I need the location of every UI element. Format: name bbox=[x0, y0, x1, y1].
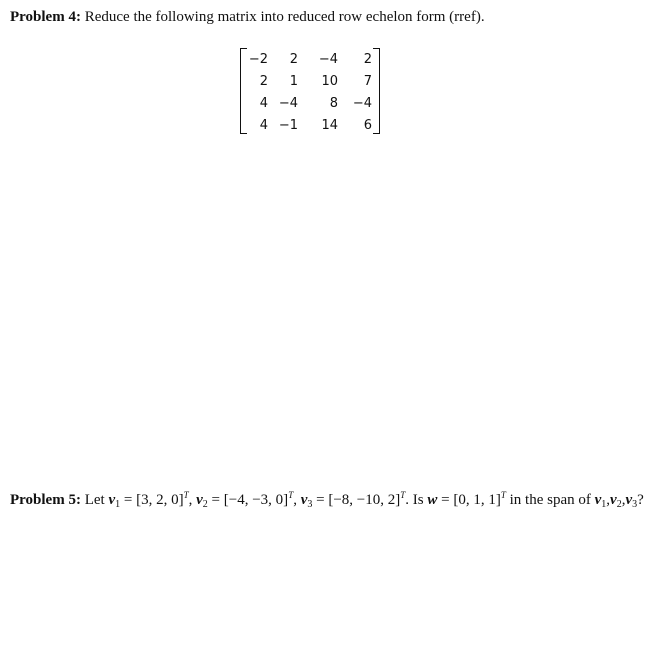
matrix-cell: 7 bbox=[363, 73, 372, 89]
matrix-cell: 6 bbox=[363, 117, 372, 133]
matrix-cell: 8 bbox=[329, 95, 338, 111]
matrix-cell: 10 bbox=[321, 73, 338, 89]
v2-subscript: 2 bbox=[616, 499, 622, 510]
v1-subscript: 1 bbox=[601, 499, 607, 510]
matrix-cell: −4 bbox=[352, 95, 372, 111]
separator: , bbox=[188, 492, 197, 508]
v1-vector: [3, 2, 0] bbox=[136, 492, 184, 508]
let-word: Let bbox=[84, 492, 105, 508]
problem-5 bbox=[10, 484, 655, 516]
equals-sign: = bbox=[437, 492, 454, 508]
is-text: . Is bbox=[405, 492, 428, 508]
matrix-cell: 2 bbox=[289, 51, 298, 67]
transpose-mark: T bbox=[400, 490, 406, 500]
v3-vector: [−8, −10, 2] bbox=[328, 492, 401, 508]
in-span-text: in the span of bbox=[505, 492, 595, 508]
matrix-cell: 1 bbox=[289, 73, 298, 89]
equals-sign: = bbox=[312, 492, 329, 508]
v2-vector: [−4, −3, 0] bbox=[223, 492, 289, 508]
matrix-row bbox=[246, 70, 372, 92]
transpose-mark: T bbox=[288, 490, 294, 500]
v3-subscript: 3 bbox=[307, 499, 313, 510]
matrix-cell: 4 bbox=[259, 95, 268, 111]
v1-symbol: v bbox=[108, 492, 116, 508]
problem-5-heading: Problem 5: bbox=[10, 492, 81, 508]
separator: , bbox=[293, 492, 301, 508]
matrix-cell: −4 bbox=[318, 51, 338, 67]
matrix-cell: −2 bbox=[248, 51, 268, 67]
w-symbol: w bbox=[427, 492, 438, 508]
v2-subscript: 2 bbox=[202, 499, 208, 510]
equals-sign: = bbox=[120, 492, 137, 508]
w-vector: [0, 1, 1] bbox=[453, 492, 501, 508]
problem-4 bbox=[10, 6, 655, 28]
matrix-right-bracket bbox=[373, 48, 380, 134]
comma: , bbox=[621, 492, 626, 508]
v3-symbol: v bbox=[300, 492, 308, 508]
matrix-cell: −1 bbox=[278, 117, 298, 133]
matrix-cell: −4 bbox=[278, 95, 298, 111]
problem-4-text: Reduce the following matrix into reduced row echelon form (rref). bbox=[84, 9, 485, 25]
question-mark: ? bbox=[637, 492, 644, 508]
v3-subscript: 3 bbox=[632, 499, 638, 510]
matrix-row bbox=[246, 114, 372, 136]
matrix-cell: 4 bbox=[259, 117, 268, 133]
matrix-cell: 2 bbox=[363, 51, 372, 67]
matrix bbox=[240, 46, 380, 134]
equals-sign: = bbox=[207, 492, 224, 508]
matrix-cell: 14 bbox=[321, 117, 338, 133]
transpose-mark: T bbox=[183, 490, 189, 500]
v2-symbol: v bbox=[196, 492, 203, 508]
comma: , bbox=[606, 492, 611, 508]
transpose-mark: T bbox=[500, 490, 506, 500]
matrix-table bbox=[246, 48, 372, 136]
problem-4-heading: Problem 4: bbox=[10, 9, 81, 25]
v3-symbol: v bbox=[625, 492, 633, 508]
matrix-row bbox=[246, 92, 372, 114]
v2-symbol: v bbox=[610, 492, 617, 508]
v1-subscript: 1 bbox=[115, 499, 121, 510]
v1-symbol: v bbox=[594, 492, 602, 508]
matrix-cell: 2 bbox=[259, 73, 268, 89]
matrix-row bbox=[246, 48, 372, 70]
